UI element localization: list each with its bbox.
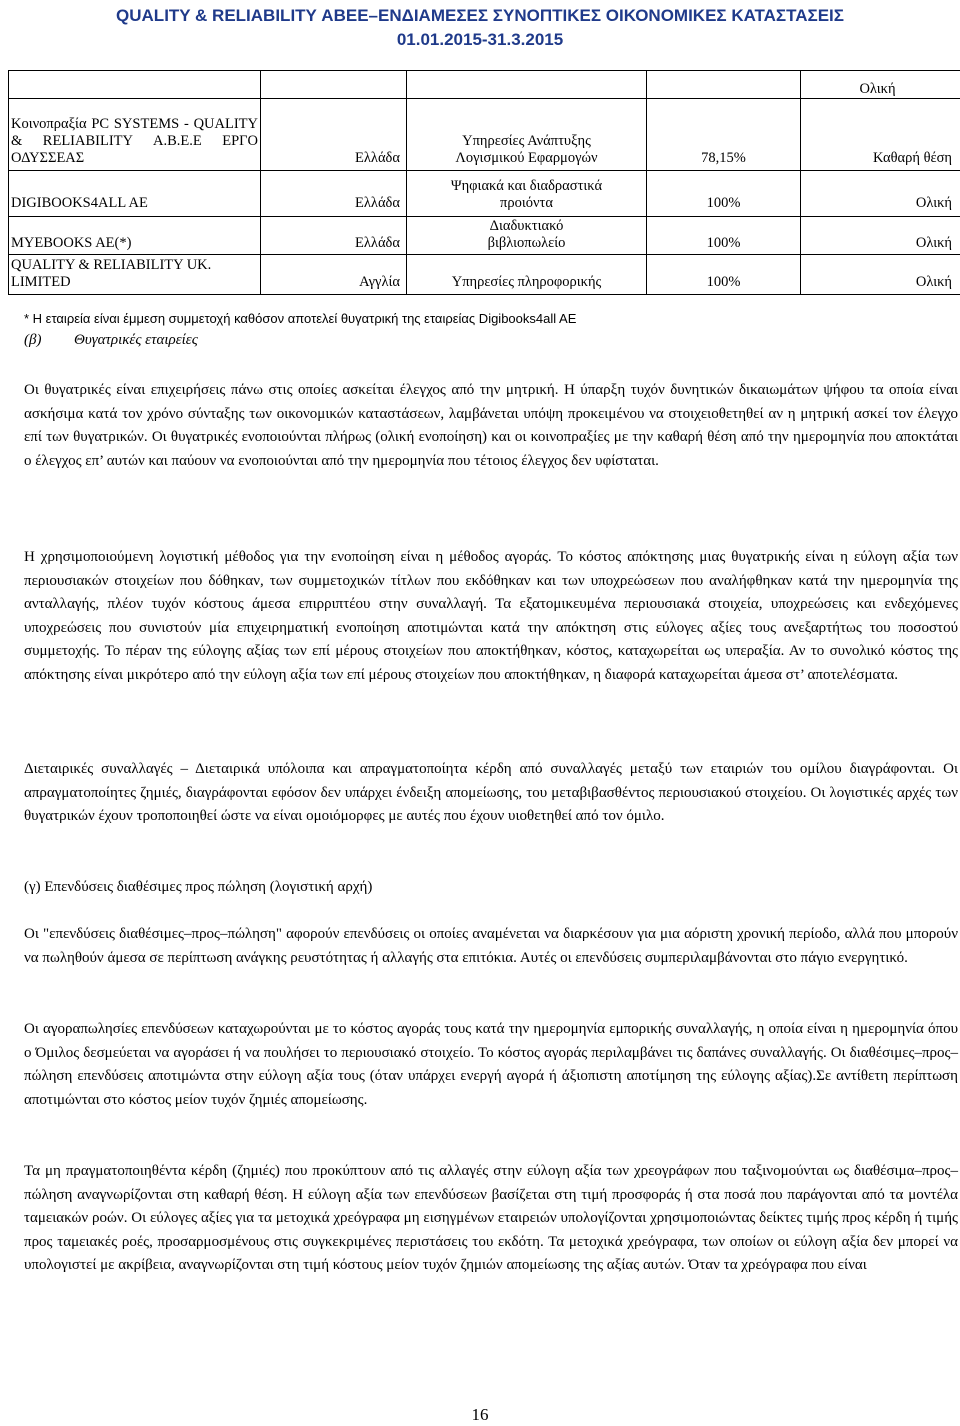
paragraph-afs-purchases: Οι αγοραπωλησίες επενδύσεων καταχωρούνται με το κόστος αγοράς τους κατά την ημερομηνία εμπορικής συναλλαγής, η οποία είναι η ημερομηνία όπου ο Όμιλος δεσμεύεται να αγοράσει ή να πουλήσει το περιουσιακό στοιχείο. Το κόστος αγοράς περιλαμβάνει τις δαπάνες συναλλαγής. Οι διαθέσιμες–προς–πώληση επενδύσεις αποτιμώντα στην εύλογη αξία τους (όταν υπάρχει ενεργή αγορά ή άξιοπιστη αποτίμηση της εύλογης αξίας).Σε αντίθετη περίπτωση αποτιμώνται στο κόστος μείον τυχόν ζημιές απομείωσης. bbox=[24, 1021, 958, 1108]
paragraph-intercompany: Διεταιρικές συναλλαγές – Διεταιρικά υπόλοιπα και απραγματοποίητα κέρδη από συναλλαγές μεταξύ των εταιριών του ομίλου διαγράφονται. Οι απραγματοποίητες ζημιές, διαγράφονται εφόσον δεν υπάρχει ένδειξη απομείωσης, του μεταβιβασθέντος περιουσιακού στοιχείου. Οι λογιστικές αρχές των θυγατρικών έχουν τροποποιηθεί ώστε να είναι ομοιόμορφες με αυτές που έχουν υιοθετηθεί από τον όμιλο. bbox=[24, 761, 958, 825]
company-country: Αγγλία bbox=[261, 255, 407, 295]
company-name: MYEBOOKS AE(*) bbox=[9, 217, 261, 255]
paragraph-afs-fair-value: Τα μη πραγματοποιηθέντα κέρδη (ζημιές) που προκύπτουν από τις αλλαγές στην εύλογη αξία των χρεογράφων που ταξινομούνται ως διαθέσιμα–προς–πώληση αναγνωρίζονται στη καθαρή θέση. Η εύλογη αξία των επενδύσεων βασίζεται στη τιμή προσφοράς ή στα ποσά που παράγονται από τα μοντέλα ταμειακών ροών. Οι εύλογες αξίες για τα μετοχικά χρεόγραφα μη εισηγμένων εταιρειών υπολογίζονται χρησιμοποιώντας δείκτες τιμής προς κέρδη ή τιμής προς ταμειακές ροές, προσαρμοσμένους στις συγκεκριμένες περιστάσεις του εκδότη. Τα μετοχικά χρεόγραφα, των οποίων οι εύλογη αξία δεν μπορεί να υπολογιστεί με ακρίβεια, αναγνωρίζονται στη τιμή κόστους μείον τυχόν ζημιών απομείωσης της αξίας αυτών. Όταν τα χρεόγραφα που είναι bbox=[24, 1163, 958, 1274]
company-percentage: 78,15% bbox=[647, 99, 801, 171]
page-number: 16 bbox=[471, 1405, 489, 1424]
company-activity: Διαδυκτιακό βιβλιοπωλείο bbox=[407, 217, 647, 255]
paragraph-acquisition-method: Η χρησιμοποιούμενη λογιστική μέθοδος για την ενοποίηση είναι η μέθοδος αγοράς. Το κόστος απόκτησης μιας θυγατρικής είναι η εύλογη αξία των περιουσιακών στοιχείων που δόθηκαν, των συμμετοχικών τίτλων που εκδόθηκαν και των υποχρεώσεων που αναλήφθηκαν κατά την ημερομηνία της ανταλλαγής, πλέον τυχόν κόστους άμεσα επιρριπτέου στην συναλλαγή. Τα εξατομικευμένα περιουσιακά στοιχεία, υποχρεώσεις και ενδεχόμενες υποχρεώσεις που συνιστούν μία επιχειρηματική ενοποίηση αποτιμώνται κατά την απόκτηση στις εύλογες αξίες τους ανεξαρτήτως του ποσοστού συμμετοχής. Το πέραν της εύλογης αξίας των επί μέρους στοιχείων που αποκτήθηκαν, κόστος, καταχωρείται ως υπεραξία. Αν το συνολικό κόστος της απόκτησης είναι μικρότερο από την εύλογη αξία των επί μέρους στοιχείων που αποκτήθηκαν, η διαφορά καταχωρείται άμεσα στ’ αποτελέσματα. bbox=[24, 549, 958, 683]
company-percentage bbox=[647, 71, 801, 99]
section-heading-subsidiaries bbox=[24, 332, 198, 349]
company-activity: Υπηρεσίες Ανάπτυξης Λογισμικού Εφαρμογών bbox=[407, 99, 647, 171]
company-activity bbox=[407, 71, 647, 99]
company-percentage: 100% bbox=[647, 255, 801, 295]
company-country bbox=[261, 71, 407, 99]
consolidation-method: Ολική bbox=[801, 71, 960, 99]
company-activity: Ψηφιακά και διαδραστικά προιόντα bbox=[407, 171, 647, 217]
paragraph-subsidiaries: Οι θυγατρικές είναι επιχειρήσεις πάνω στις οποίες ασκείται έλεγχος από την μητρική. Η ύπαρξη τυχόν δυνητικών δικαιωμάτων ψήφου τα οποία είναι ασκήσιμα κατά τον χρόνο σύνταξης των οικονομικών καταστάσεων, λαμβάνεται υπόψη προκειμένου να στοιχειοθετηθεί αν η μητρική ασκεί τον έλεγχο επί των θυγατρικών. Οι θυγατρικές ενοποιούνται πλήρως (ολική ενοποίηση) και οι κοινοπραξίες με την καθαρή θέση από την ημερομηνία που αποκτάται ο έλεγχος επ’ αυτών και παύουν να ενοποιούνται από την ημερομηνία που τέτοιος έλεγχος δεν υφίσταται. bbox=[24, 382, 958, 469]
table-row bbox=[9, 171, 960, 217]
company-activity: Υπηρεσίες πληροφορικής bbox=[407, 255, 647, 295]
table-footnote: * Η εταιρεία είναι έμμεση συμμετοχή καθόσον αποτελεί θυγατρική της εταιρείας Digibooks4all AE bbox=[24, 311, 577, 326]
company-name bbox=[9, 71, 261, 99]
company-name: Κοινοπραξία PC SYSTEMS - QUALITY & RELIABILITY Α.Β.Ε.Ε ΕΡΓΟ ΟΔΥΣΣΕΑΣ bbox=[9, 99, 261, 171]
company-name: DIGIBOOKS4ALL AE bbox=[9, 171, 261, 217]
company-country: Ελλάδα bbox=[261, 217, 407, 255]
consolidation-method: Ολική bbox=[801, 171, 960, 217]
section-heading-afs: (γ) Επενδύσεις διαθέσιμες προς πώληση (λογιστική αρχή) bbox=[24, 879, 373, 895]
page-header-title: QUALITY & RELIABILITY ΑΒΕΕ–ΕΝΔΙΑΜΕΣΕΣ ΣΥΝΟΠΤΙΚΕΣ ΟΙΚΟΝΟΜΙΚΕΣ ΚΑΤΑΣΤΑΣΕΙΣ bbox=[116, 6, 844, 25]
section-label: (β) bbox=[24, 332, 42, 348]
page-header-period: 01.01.2015-31.3.2015 bbox=[396, 30, 564, 49]
paragraph-afs-definition: Οι "επενδύσεις διαθέσιμες–προς–πώληση" αφορούν επενδύσεις οι οποίες αναμένεται να διαρκέσουν για μια αόριστη χρονική περίοδο, αλλά που μπορούν να πωληθούν άμεσα σε περίπτωση ανάγκης ρευστότητας ή αλλαγής στα επιτόκια. Αυτές οι επενδύσεις συμπεριλαμβάνονται στο πάγιο ενεργητικό. bbox=[24, 926, 958, 966]
consolidation-method: Καθαρή θέση bbox=[801, 99, 960, 171]
table-row bbox=[9, 99, 960, 171]
table-row bbox=[9, 255, 960, 295]
company-percentage: 100% bbox=[647, 171, 801, 217]
table-row bbox=[9, 217, 960, 255]
company-country: Ελλάδα bbox=[261, 99, 407, 171]
table-row bbox=[9, 71, 960, 99]
subsidiaries-table bbox=[8, 70, 960, 295]
section-title: Θυγατρικές εταιρείες bbox=[74, 332, 198, 348]
company-percentage: 100% bbox=[647, 217, 801, 255]
company-name: QUALITY & RELIABILITY UK. LIMITED bbox=[9, 255, 261, 295]
consolidation-method: Ολική bbox=[801, 255, 960, 295]
company-country: Ελλάδα bbox=[261, 171, 407, 217]
consolidation-method: Ολική bbox=[801, 217, 960, 255]
